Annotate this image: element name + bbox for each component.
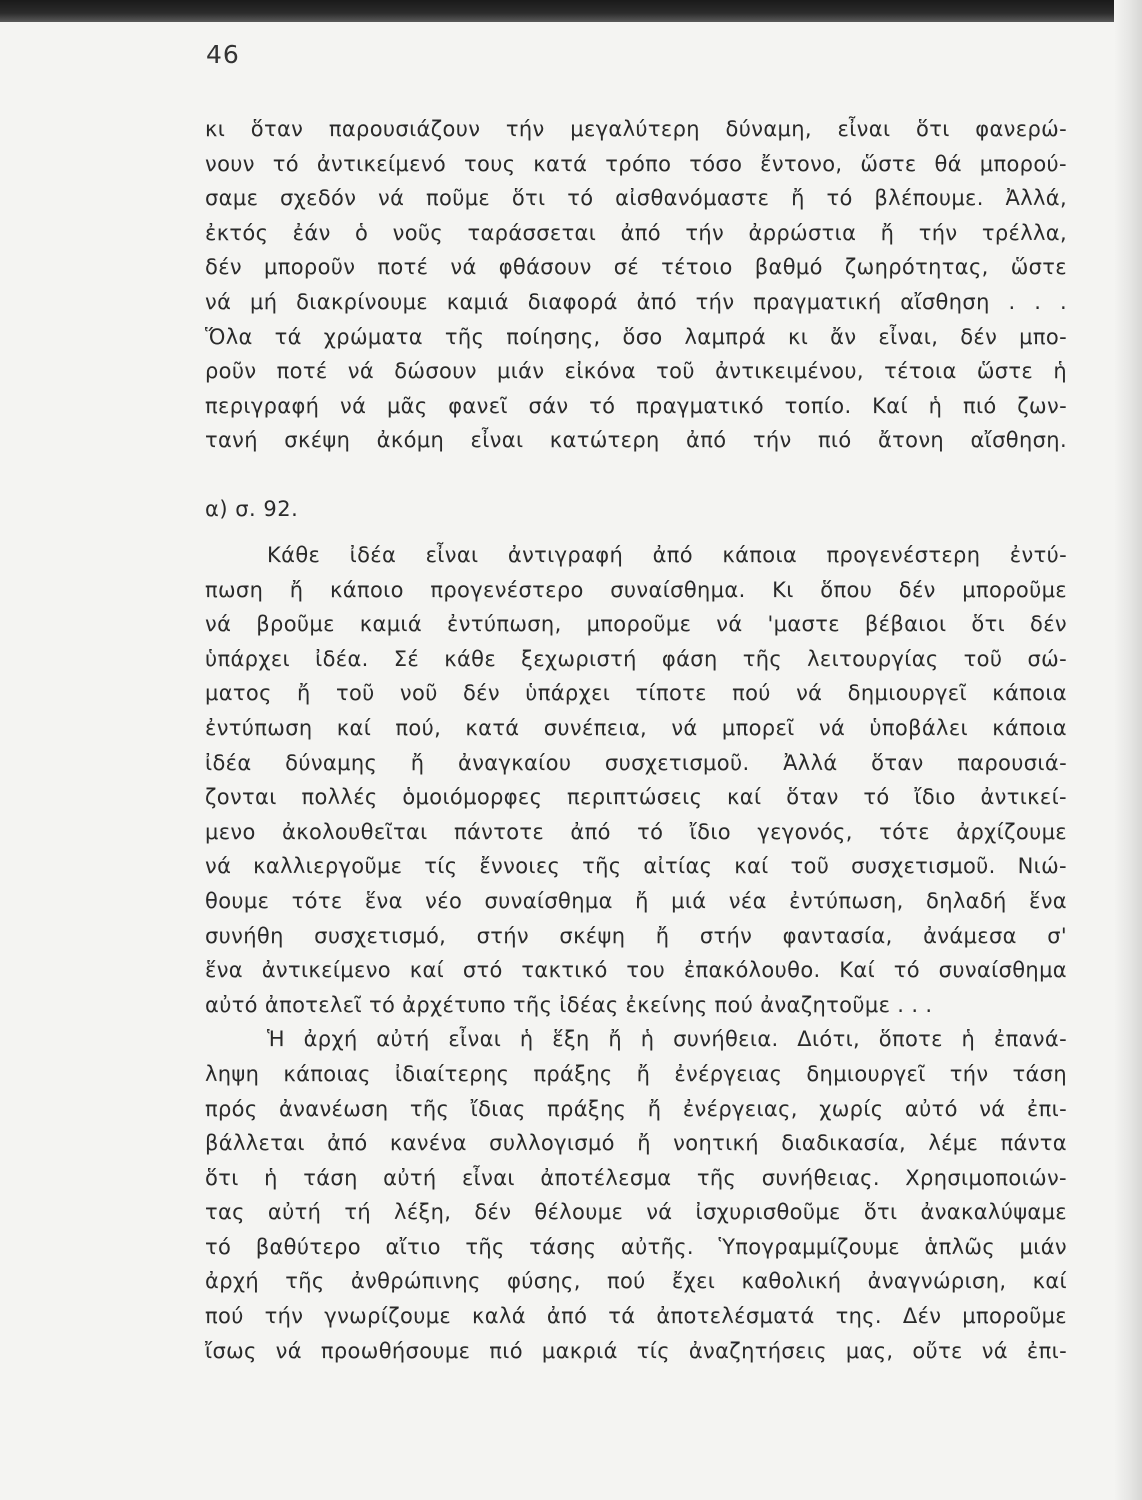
text-line: αὐτό ἀποτελεῖ τό ἀρχέτυπο τῆς ἰδέας ἐκείνης πού ἀναζητοῦμε . . . <box>205 992 933 1017</box>
text-line: Κάθε ἰδέα εἶναι ἀντιγραφή ἀπό κάποια προγενέστερη ἐντύ- <box>267 543 1067 567</box>
text-line: ζονται πολλές ὁμοιόμορφες περιπτώσεις καί ὅταν τό ἴδιο ἀντικεί- <box>205 785 1067 810</box>
text-line: νά βροῦμε καμιά ἐντύπωση, μποροῦμε νά 'μαστε βέβαιοι ὅτι δέν <box>205 612 1067 637</box>
text-line: τό βαθύτερο αἴτιο τῆς τάσης αὐτῆς. Ὑπογραμμίζουμε ἁπλῶς μιάν <box>205 1234 1067 1259</box>
text-line: ἰδέα δύναμης ἤ ἀναγκαίου συσχετισμοῦ. Ἀλλά ὅταν παρουσιά- <box>205 750 1067 775</box>
text-line: συνήθη συσχετισμό, στήν σκέψη ἤ στήν φαντασία, ἀνάμεσα σ' <box>205 923 1067 948</box>
text-line: ὑπάρχει ἰδέα. Σέ κάθε ξεχωριστή φάση τῆς λειτουργίας τοῦ σώ- <box>205 646 1067 671</box>
reference-text: α) σ. 92. <box>205 497 299 521</box>
citation-reference <box>205 492 1067 526</box>
text-line: ἀρχή τῆς ἀνθρώπινης φύσης, πού ἔχει καθολική ἀναγνώριση, καί <box>205 1269 1067 1294</box>
text-line: θουμε τότε ἕνα νέο συναίσθημα ἤ μιά νέα ἐντύπωση, δηλαδή ἕνα <box>205 888 1067 913</box>
text-line: τανή σκέψη ἀκόμη εἶναι κατώτερη ἀπό τήν πιό ἄτονη αἴσθηση. <box>205 428 1067 453</box>
text-line: νουν τό ἀντικείμενό τους κατά τρόπο τόσο ἔντονο, ὥστε θά μπορού- <box>205 151 1067 176</box>
text-line: ἐντύπωση καί πού, κατά συνέπεια, νά μπορεῖ νά ὑποβάλει κάποια <box>205 715 1067 740</box>
text-line: νά μή διακρίνουμε καμιά διαφορά ἀπό τήν πραγματική αἴσθηση . . . <box>205 289 1067 314</box>
text-line: σαμε σχεδόν νά ποῦμε ὅτι τό αἰσθανόμαστε ἤ τό βλέπουμε. Ἀλλά, <box>205 186 1067 211</box>
text-line: Ὅλα τά χρώματα τῆς ποίησης, ὅσο λαμπρά κι ἄν εἶναι, δέν μπο- <box>205 324 1067 349</box>
text-line: δέν μποροῦν ποτέ νά φθάσουν σέ τέτοιο βαθμό ζωηρότητας, ὥστε <box>205 255 1067 280</box>
text-line: ὅτι ἡ τάση αὐτή εἶναι ἀποτέλεσμα τῆς συνήθειας. Χρησιμοποιών- <box>205 1165 1067 1190</box>
scan-shadow-top <box>0 0 1142 22</box>
text-line: περιγραφή νά μᾶς φανεῖ σάν τό πραγματικό τοπίο. Καί ἡ πιό ζων- <box>205 393 1067 418</box>
text-line: τας αὐτή τή λέξη, δέν θέλουμε νά ἰσχυρισθοῦμε ὅτι ἀνακαλύψαμε <box>205 1200 1067 1225</box>
text-line: ἕνα ἀντικείμενο καί στό τακτικό του ἐπακόλουθο. Καί τό συναίσθημα <box>205 958 1067 983</box>
text-line: ματος ἤ τοῦ νοῦ δέν ὑπάρχει τίποτε πού νά δημιουργεῖ κάποια <box>205 681 1067 706</box>
text-line: Ἡ ἀρχή αὐτή εἶναι ἡ ἕξη ἤ ἡ συνήθεια. Διότι, ὅποτε ἡ ἐπανά- <box>267 1027 1067 1052</box>
text-line: κι ὅταν παρουσιάζουν τήν μεγαλύτερη δύναμη, εἶναι ὅτι φανερώ- <box>205 117 1067 141</box>
text-line: ἐκτός ἐάν ὁ νοῦς ταράσσεται ἀπό τήν ἀρρώστια ἤ τήν τρέλλα, <box>205 220 1067 245</box>
text-line: πωση ἤ κάποιο προγενέστερο συναίσθημα. Κι ὅπου δέν μποροῦμε <box>205 577 1067 602</box>
text-line: ληψη κάποιας ἰδιαίτερης πράξης ἤ ἐνέργειας δημιουργεῖ τήν τάση <box>205 1061 1067 1086</box>
text-line: βάλλεται ἀπό κανένα συλλογισμό ἤ νοητική διαδικασία, λέμε πάντα <box>205 1131 1067 1156</box>
text-line: ροῦν ποτέ νά δώσουν μιάν εἰκόνα τοῦ ἀντικειμένου, τέτοια ὥστε ἡ <box>205 359 1067 384</box>
scan-shadow-right <box>1114 0 1142 1500</box>
text-line: νά καλλιεργοῦμε τίς ἔννοιες τῆς αἰτίας καί τοῦ συσχετισμοῦ. Νιώ- <box>205 854 1067 879</box>
body-paragraph <box>205 538 1067 1368</box>
page-number: 46 <box>206 40 240 69</box>
text-line: ἴσως νά προωθήσουμε πιό μακριά τίς ἀναζητήσεις μας, οὔτε νά ἐπι- <box>205 1338 1067 1363</box>
text-line: πρός ἀνανέωση τῆς ἴδιας πράξης ἤ ἐνέργειας, χωρίς αὐτό νά ἐπι- <box>205 1096 1067 1121</box>
text-line: πού τήν γνωρίζουμε καλά ἀπό τά ἀποτελέσματά της. Δέν μποροῦμε <box>205 1304 1067 1329</box>
text-line: μενο ἀκολουθεῖται πάντοτε ἀπό τό ἴδιο γεγονός, τότε ἀρχίζουμε <box>205 819 1067 844</box>
quote-paragraph <box>205 112 1067 458</box>
